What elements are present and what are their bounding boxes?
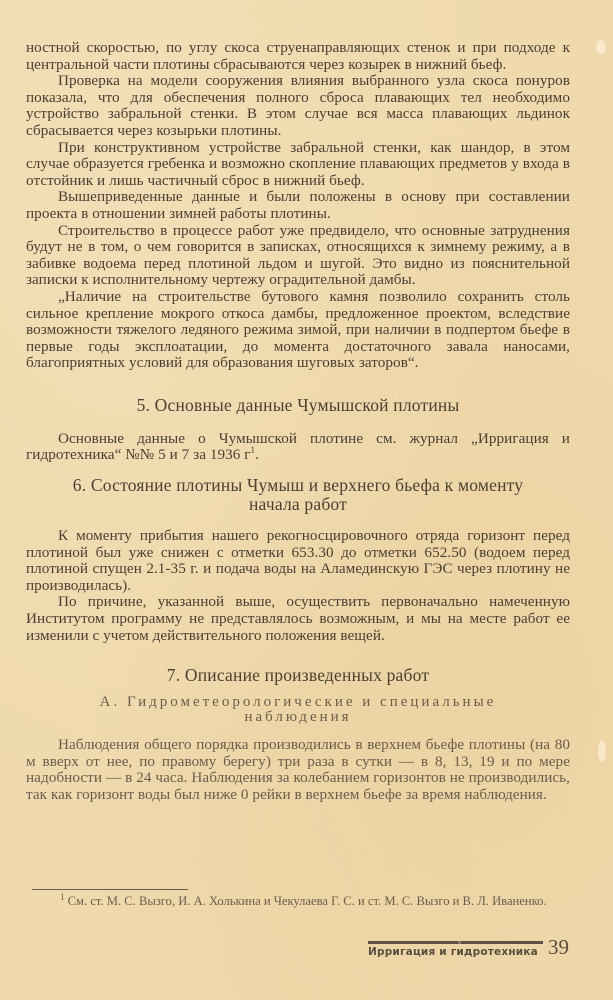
section-6-heading-line2: начала работ xyxy=(248,494,348,515)
footer-rule xyxy=(368,941,543,944)
running-footer xyxy=(368,935,569,959)
section-6-paragraph-1: К моменту прибытия нашего рекогносцировочного отряда горизонт перед плотиной был уже снижен с отметки 653.30 до отметки 652.50 (водоем перед плотиной спущен 2.1-35 г. и подача воды на Аламединскую ГЭС через плотину не производилась). xyxy=(26,527,570,594)
subsection-a-line2: наблюдения xyxy=(244,709,352,726)
section-6-heading xyxy=(26,476,570,514)
section-6-paragraph-2: По причине, указанной выше, осуществить первоначально намеченную Институтом программу не представлялось возможным, и мы на месте работ ее изменили с учетом действительного положения вещей. xyxy=(26,593,570,644)
section-6-heading-line1: 6. Состояние плотины Чумыш и верхнего бьефа к моменту xyxy=(72,475,524,496)
subsection-a-heading xyxy=(26,695,570,725)
footnote-text: См. ст. М. С. Вызго, И. А. Холькина и Чекулаева Г. С. и ст. М. С. Вызго и В. Л. Иваненко. xyxy=(67,894,547,908)
page-number: 39 xyxy=(548,935,569,959)
paragraph-continued: ностной скоростью, по углу скоса струенаправляющих стенок и при подходе к центральной части плотины сбрасываются через козырек в нижний бьеф. xyxy=(26,39,570,73)
paragraph-curtain-wall: При конструктивном устройстве забральной стенки, как шандор, в этом случае образуется гребенка и возможно скопление плавающих предметов у входа в отстойник и лишь частичный сброс в нижний бьеф. xyxy=(26,138,570,189)
paper-stain xyxy=(598,740,606,762)
paragraph-model-test: Проверка на модели сооружения влияния выбранного узла скоса понуров показала, что для обеспечения полного сброса плавающих тел необходимо устройство забральной стенки. В этом случае вся масса плавающих льдинок сбрасывается через козырьки плотины. xyxy=(26,72,570,139)
section-7-paragraph: Наблюдения общего порядка производились в верхнем бьефе плотины (на 80 м вверх от нее, по правому берегу) три раза в сутки — в 8, 13, 19 и по мере надобности — в 24 часа. Наблюдения за колебанием горизонтов не производились, так как горизонт воды был ниже 0 рейки в верхнем бьефе за время наблюдения. xyxy=(26,736,570,803)
footnote-line xyxy=(30,891,570,909)
section-5-heading: 5. Основные данные Чумышской плотины xyxy=(136,394,460,415)
section-5-text: Основные данные о Чумышской плотине см. журнал „Ирригация и гидротехника“ №№ 5 и 7 за 1936 г xyxy=(26,429,570,464)
paper-stain xyxy=(596,40,606,54)
section-5-paragraph: Основные данные о Чумышской плотине см. журнал „Ирригация и гидротехника“ №№ 5 и 7 за 1936 $г^1$. xyxy=(26,429,570,464)
footnote xyxy=(30,891,570,909)
paragraph-construction: Строительство в процессе работ уже предвидело, что основные затруднения будут не в том, о чем говорится в записках, относящихся к зимнему режиму, а в забивке водоема перед плотиной льдом и шугой. Это видно из пояснительной записки к исполнительному чертежу оградительной дамбы. xyxy=(26,221,570,289)
footnote-reference[interactable]: 1 xyxy=(250,445,256,456)
subsection-a-line1: А. Гидрометеорологические и специальные xyxy=(99,694,497,711)
paragraph-design-basis: Вышеприведенные данные и были положены в основу при составлении проекта в отношении зимней работы плотины. xyxy=(26,188,570,222)
section-7-heading: 7. Описание произведенных работ xyxy=(166,665,430,686)
footnote-divider xyxy=(32,889,188,890)
footer-journal-title: Ирригация и гидротехника xyxy=(368,946,538,958)
text-column xyxy=(26,40,570,804)
paragraph-quote: „Наличие на строительстве бутового камня позволило сохранить столь сильное крепление мокрого откоса дамбы, предложенное проектом, вследствие возможности тяжелого ледяного режима зимой, при наличии в подпертом бьефе в первые годы эксплоатации, до момента достаточного завала наносами, благоприятных условий для образования шуговых заторов“. xyxy=(26,287,570,372)
footnote-marker: 1 xyxy=(60,891,65,902)
